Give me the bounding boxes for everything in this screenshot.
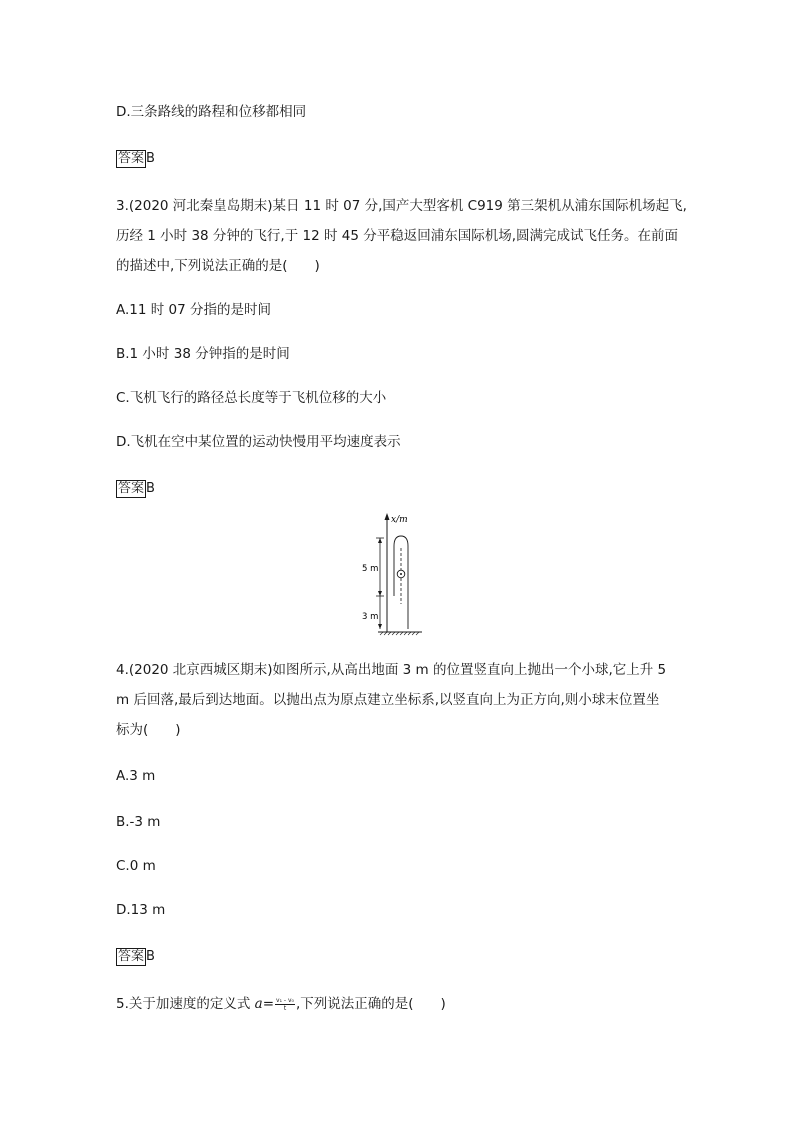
- projectile-figure: [360, 508, 440, 636]
- q3-stem-line2: 历经 1 小时 38 分钟的飞行,于 12 时 45 分平稳返回浦东国际机场,圆满完成试飞任务。在前面: [116, 228, 679, 244]
- arrow-up-icon: [378, 538, 382, 543]
- arrow-down-icon: [378, 624, 382, 629]
- axis-arrow-icon: [385, 513, 390, 520]
- q5-prefix: 5.关于加速度的定义式: [116, 996, 255, 1012]
- label-3m: 3 m: [362, 612, 379, 622]
- q4-option-b: B.-3 m: [116, 814, 161, 830]
- q4-answer: [116, 946, 155, 967]
- q4-stem-line1: 4.(2020 北京西城区期末)如图所示,从高出地面 3 m 的位置竖直向上抛出一个小球,它上升 5: [116, 662, 667, 678]
- fraction-numerator: v₁ - v₀: [276, 996, 294, 1004]
- q3-stem-line3: 的描述中,下列说法正确的是( ): [116, 258, 320, 274]
- answer-value: B: [146, 481, 155, 496]
- label-5m: 5 m: [362, 564, 379, 574]
- arrow-down-icon: [378, 591, 382, 596]
- q2-answer: [116, 148, 155, 169]
- q4-stem-line3: 标为( ): [116, 722, 181, 738]
- axis-label: x/m: [391, 515, 408, 525]
- q4-option-c: C.0 m: [116, 858, 156, 874]
- answer-label: 答案: [118, 481, 145, 496]
- answer-label: 答案: [118, 949, 145, 964]
- q3-stem-line1: 3.(2020 河北秦皇岛期末)某日 11 时 07 分,国产大型客机 C919 第三架机从浦东国际机场起飞,: [116, 198, 687, 214]
- q3-answer: [116, 478, 155, 499]
- q4-option-a: A.3 m: [116, 768, 156, 784]
- q2-option-d: D.三条路线的路程和位移都相同: [116, 104, 307, 120]
- q5-suffix: ,下列说法正确的是( ): [295, 996, 446, 1012]
- q4-option-d: D.13 m: [116, 902, 166, 918]
- answer-value: B: [146, 949, 155, 964]
- answer-label: 答案: [118, 151, 145, 166]
- fraction-denominator: t: [283, 1004, 287, 1012]
- q3-option-b: B.1 小时 38 分钟指的是时间: [116, 346, 290, 362]
- q3-option-d: D.飞机在空中某位置的运动快慢用平均速度表示: [116, 434, 401, 450]
- q5-equals: =: [262, 996, 275, 1012]
- acceleration-fraction: [275, 997, 295, 1012]
- q4-stem-line2: m 后回落,最后到达地面。以抛出点为原点建立坐标系,以竖直向上为正方向,则小球末位置坐: [116, 692, 660, 708]
- answer-value: B: [146, 151, 155, 166]
- q3-option-c: C.飞机飞行的路径总长度等于飞机位移的大小: [116, 390, 387, 406]
- q5-var-a: a: [254, 996, 263, 1012]
- q5-stem: [116, 994, 446, 1014]
- q3-option-a: A.11 时 07 分指的是时间: [116, 302, 272, 318]
